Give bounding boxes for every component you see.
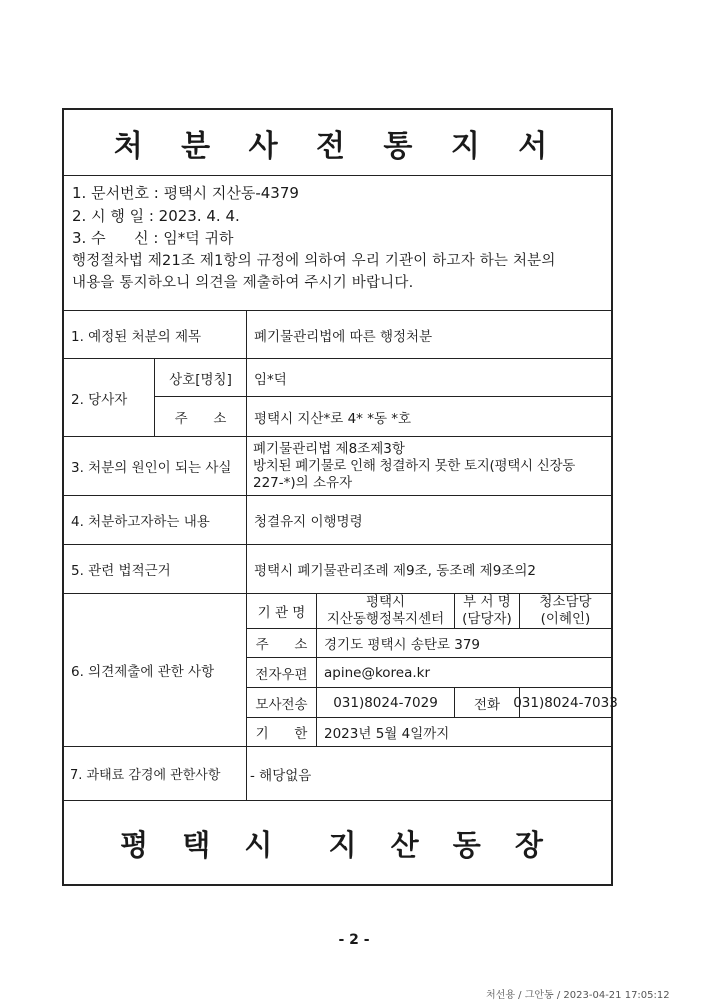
org-center: 지산동행정복지센터 bbox=[326, 611, 445, 627]
dept-label-line: (담당자) bbox=[462, 611, 512, 627]
page-number: - 2 - bbox=[338, 932, 370, 948]
opinion-address-value: 경기도 평택시 송탄로 379 bbox=[316, 628, 611, 657]
row-title-label: 1. 예정된 처분의 제목 bbox=[64, 310, 246, 358]
row-fine-value: - 해당없음 bbox=[246, 746, 611, 800]
party-address-label: 주 소 bbox=[154, 396, 246, 436]
row-opinion-label: 6. 의견제출에 관한 사항 bbox=[64, 593, 246, 746]
row-content-label: 4. 처분하고자하는 내용 bbox=[64, 495, 246, 544]
row-party-label: 2. 당사자 bbox=[64, 358, 154, 436]
email-value: apine@korea.kr bbox=[316, 657, 611, 687]
issue-date: 2. 시 행 일 : 2023. 4. 4. bbox=[72, 206, 240, 225]
dept-label bbox=[454, 593, 519, 628]
recipient: 3. 수 신 : 임*덕 귀하 bbox=[72, 229, 234, 247]
intro-paragraph-line2: 내용을 통지하오니 의견을 제출하여 주시기 바랍니다. bbox=[72, 275, 414, 291]
dept-value bbox=[519, 593, 611, 628]
intro-block bbox=[72, 182, 607, 295]
issuer-signature: 평 택 시 지 산 동 장 bbox=[64, 800, 611, 886]
org-value bbox=[316, 593, 454, 628]
party-address-value: 평택시 지산*로 4* *동 *호 bbox=[246, 396, 611, 436]
row-cause-label: 3. 처분의 원인이 되는 사실 bbox=[64, 436, 246, 495]
row-law-label: 5. 관련 법적근거 bbox=[64, 544, 246, 593]
phone-value: 031)8024-7033 bbox=[519, 687, 611, 717]
fax-value: 031)8024-7029 bbox=[316, 687, 454, 717]
row-title-value: 폐기물관리법에 따른 행정처분 bbox=[246, 310, 611, 358]
cause-line: 227-*)의 소유자 bbox=[253, 474, 353, 491]
cause-line: 방치된 폐기물로 인해 청결하지 못한 토지(평택시 신장동 bbox=[253, 457, 575, 474]
cause-line: 폐기물관리법 제8조제3항 bbox=[253, 440, 405, 457]
intro-paragraph-line1: 행정절차법 제21조 제1항의 규정에 의하여 우리 기관이 하고자 하는 처분의 bbox=[72, 252, 556, 269]
fax-label: 모사전송 bbox=[246, 687, 316, 717]
party-name-value: 임*덕 bbox=[246, 358, 611, 396]
dept-label-line: 부 서 명 bbox=[463, 594, 511, 610]
notice-table bbox=[64, 310, 618, 800]
document-number: 1. 문서번호 : 평택시 지산동-4379 bbox=[72, 184, 299, 202]
org-name: 평택시 bbox=[365, 594, 406, 610]
deadline-value: 2023년 5월 4일까지 bbox=[316, 717, 611, 746]
org-label: 기 관 명 bbox=[246, 593, 316, 628]
row-fine-label: 7. 과태료 감경에 관한사항 bbox=[64, 746, 246, 800]
row-law-value: 평택시 폐기물관리조례 제9조, 동조례 제9조의2 bbox=[246, 544, 611, 593]
opinion-address-label: 주 소 bbox=[246, 628, 316, 657]
deadline-label: 기 한 bbox=[246, 717, 316, 746]
row-cause-value bbox=[246, 436, 611, 495]
dept-person: (이혜인) bbox=[540, 611, 591, 627]
document-title: 처 분 사 전 통 지 서 bbox=[64, 110, 611, 176]
party-name-label: 상호[명칭] bbox=[154, 358, 246, 396]
row-content-value: 청결유지 이행명령 bbox=[246, 495, 611, 544]
print-stamp: 처선용 / 그안동 / 2023-04-21 17:05:12 bbox=[486, 990, 670, 1001]
phone-label: 전화 bbox=[454, 687, 519, 717]
dept-name: 청소담당 bbox=[539, 594, 592, 610]
email-label: 전자우편 bbox=[246, 657, 316, 687]
notice-form bbox=[62, 108, 618, 886]
